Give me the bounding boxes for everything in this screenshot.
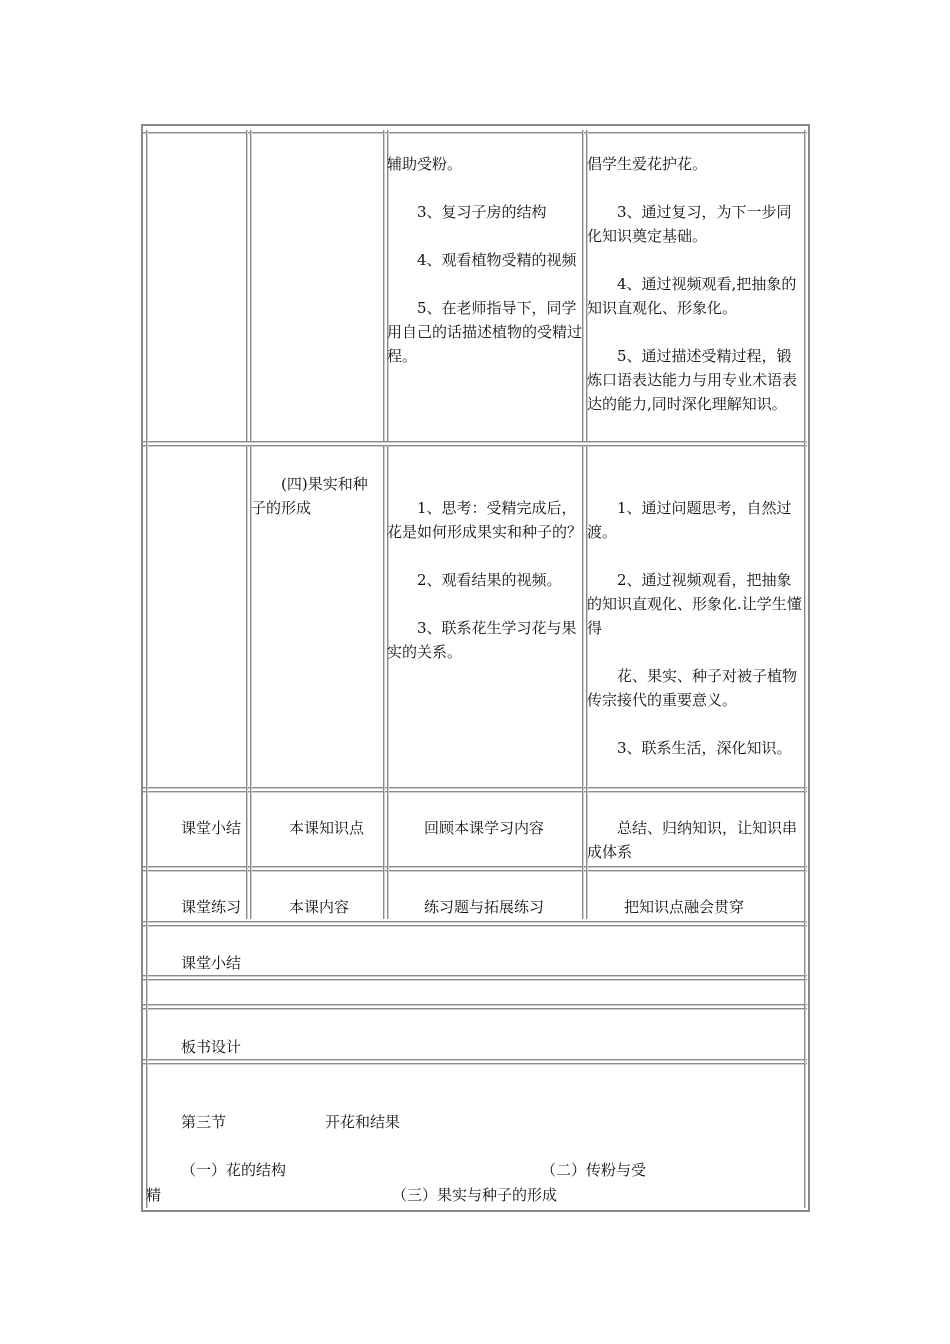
column-divider — [246, 446, 248, 919]
paragraph: 总结、归纳知识，让知识串成体系 — [587, 819, 798, 861]
row-divider — [143, 1059, 807, 1061]
row-divider — [143, 787, 807, 789]
board-item-1: （一）花的结构 — [181, 1161, 287, 1179]
paragraph: 4、观看植物受精的视频 — [387, 251, 577, 269]
row-divider — [143, 1004, 807, 1006]
practice-intent: 把知识点融会贯穿 — [624, 898, 745, 916]
paragraph: 2、观看结果的视频。 — [387, 571, 562, 589]
row2-intent-cell — [587, 496, 806, 760]
row2-activity-cell — [387, 496, 583, 664]
column-divider — [383, 130, 385, 441]
paragraph: 倡学生爱花护花。 — [587, 155, 708, 173]
practice-label: 课堂练习 — [181, 898, 242, 916]
summary-label: 课堂小结 — [181, 819, 242, 837]
paragraph: 3、联系花生学习花与果实的关系。 — [387, 619, 577, 661]
row1-intent-cell — [587, 152, 806, 416]
column-divider — [250, 130, 252, 441]
column-divider — [246, 130, 248, 441]
board-section: 第三节 — [181, 1113, 227, 1131]
row-divider — [143, 866, 807, 868]
paragraph: (四)果实和种子的形成 — [251, 475, 368, 517]
paragraph: 1、通过问题思考，自然过渡。 — [587, 499, 792, 541]
paragraph: 花、果实、种子对被子植物传宗接代的重要意义。 — [587, 667, 798, 709]
paragraph: 3、联系生活，深化知识。 — [587, 739, 792, 757]
row-divider — [143, 979, 807, 981]
row2-topic-cell — [251, 472, 379, 520]
paragraph: 3、通过复习，为下一步同化知识奠定基础。 — [587, 203, 792, 245]
paragraph: 3、复习子房的结构 — [387, 203, 547, 221]
practice-activity: 练习题与拓展练习 — [424, 898, 545, 916]
row-divider — [143, 925, 807, 927]
summary-row-label: 课堂小结 — [181, 954, 242, 972]
row-divider — [143, 441, 807, 443]
row-divider — [143, 975, 807, 977]
practice-topic: 本课内容 — [289, 898, 350, 916]
column-divider — [146, 130, 148, 1208]
paragraph: 辅助受粉。 — [387, 155, 463, 173]
summary-intent — [587, 816, 806, 864]
row-divider — [143, 870, 807, 872]
board-item-2-cont: 精 — [146, 1186, 162, 1204]
paragraph: 5、在老师指导下，同学用自己的话描述植物的受精过程。 — [387, 299, 583, 365]
row-divider — [143, 1008, 807, 1010]
row-divider — [143, 132, 807, 134]
paragraph: 4、通过视频观看,把抽象的知识直观化、形象化。 — [587, 275, 797, 317]
paragraph: 1、思考：受精完成后，花是如何形成果实和种子的？ — [387, 499, 583, 541]
row-divider — [143, 445, 807, 447]
summary-topic: 本课知识点 — [289, 819, 365, 837]
summary-activity: 回顾本课学习内容 — [424, 819, 545, 837]
board-title: 开花和结果 — [325, 1113, 401, 1131]
paragraph: 5、通过描述受精过程，锻炼口语表达能力与用专业术语表达的能力,同时深化理解知识。 — [587, 347, 798, 413]
board-item-3: （三）果实与种子的形成 — [392, 1186, 558, 1204]
row-divider — [143, 791, 807, 793]
paragraph: 2、通过视频观看，把抽象的知识直观化、形象化.让学生懂得 — [587, 571, 802, 637]
column-divider — [383, 446, 385, 919]
board-item-2: （二）传粉与受 — [541, 1161, 647, 1179]
board-design-label: 板书设计 — [181, 1038, 242, 1056]
row-divider — [143, 921, 807, 923]
row-divider — [143, 1063, 807, 1065]
row1-activity-cell — [387, 152, 583, 368]
